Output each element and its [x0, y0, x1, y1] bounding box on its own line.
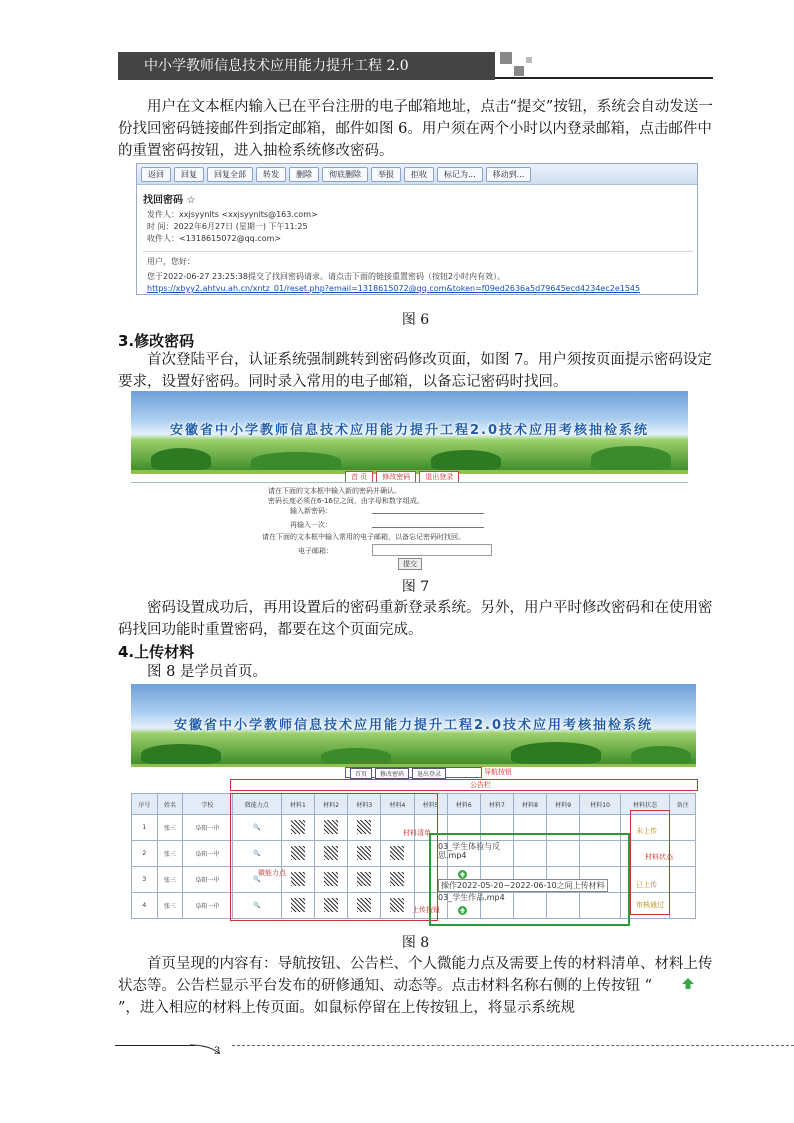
table-header-cell: 材料7 [480, 794, 513, 815]
reset-password-link[interactable]: https://xbyy2.ahtvu.ah.cn/xntz_01/reset.php?email=1318615072@qq.com&token=f09ed2636a5d79645ecd4234ec2e1545 [147, 284, 641, 293]
page-number: 3 [214, 1046, 221, 1057]
table-header-cell: 备注 [670, 794, 696, 815]
table-header-cell: 材料5 [414, 794, 447, 815]
point-annotation: 微能力点 [258, 869, 286, 877]
tooltip-filename: 03_学生体验与反思.mp4 [438, 842, 501, 860]
figure-caption: 图 8 [401, 935, 430, 951]
table-cell-no: 2 [132, 841, 158, 867]
status-text: 未上传 [636, 827, 657, 835]
fig8-nav-button[interactable]: 首页 [350, 768, 372, 779]
fig7-banner [131, 391, 688, 470]
email-toolbar-button[interactable]: 转发 [256, 167, 286, 182]
email-input[interactable] [372, 544, 492, 556]
table-cell-school: 阜阳一中 [183, 815, 232, 841]
table-cell-no: 3 [132, 867, 158, 893]
table-header-cell: 材料3 [348, 794, 381, 815]
fig7-nav-button[interactable]: 首 页 [345, 471, 373, 483]
system-title: 安徽省中小学教师信息技术应用能力提升工程2.0技术应用考核抽检系统 [173, 718, 654, 733]
paragraph: 用户在文本框内输入已在平台注册的电子邮箱地址，点击“提交”按钮，系统会自动发送一份找回密码链接邮件到指定邮箱，邮件如图 6。用户须在两个小时以内登录邮箱，点击邮件中的重置密码按钮，进入抽检系统修改密码。 [118, 99, 713, 159]
status-text: 已上传 [636, 881, 657, 889]
header-deco-square [526, 57, 532, 63]
paragraph: 密码设置成功后，再用设置后的密码重新登录系统。另外，用户平时修改密码和在使用密码找回功能时重置密码，都要在这个页面完成。 [118, 600, 713, 638]
status-text: 审核通过 [636, 901, 664, 909]
email-screenshot [136, 163, 698, 295]
micro-ability-search-icon[interactable]: 🔍 [232, 893, 281, 919]
table-cell-name: 张三 [157, 893, 183, 919]
email-sender: 发件人：xxjsyynlts <xxjsyynlts@163.com> [147, 210, 318, 219]
figure-caption: 图 6 [401, 312, 430, 328]
submit-button[interactable]: 提交 [398, 558, 422, 570]
table-cell-name: 张三 [157, 867, 183, 893]
table-cell-school: 阜阳一中 [183, 893, 232, 919]
email-time: 时 间：2022年6月27日 (星期一) 下午11:25 [147, 222, 308, 231]
notice-line: 密码长度必须在6-16位之间，由字母和数字组成。 [268, 497, 424, 505]
table-cell-no: 4 [132, 893, 158, 919]
email-body: 您于2022-06-27 23:25:38提交了找回密码请求。请点击下面的链接重置密码（按钮2小时内有效）。 [147, 272, 506, 281]
micro-ability-search-icon[interactable]: 🔍 [232, 867, 281, 893]
upload-arrow-icon[interactable] [458, 864, 467, 883]
email-greeting: 用户，您好： [147, 257, 195, 266]
table-cell-material [670, 815, 696, 841]
upload-arrow-icon[interactable] [458, 900, 467, 919]
table-header-cell: 姓名 [157, 794, 183, 815]
section-heading: 4.上传材料 [118, 643, 195, 661]
email-receiver: 收件人：<1318615072@qq.com> [147, 234, 282, 243]
table-header-cell: 材料8 [513, 794, 546, 815]
email-label: 电子邮箱： [298, 547, 333, 555]
paragraph [118, 953, 713, 1019]
nav-annotation: 导航按钮 [484, 768, 512, 776]
table-header-cell: 材料2 [315, 794, 348, 815]
new-password-label: 输入新密码： [290, 507, 332, 515]
fig7-nav-button[interactable]: 修改密码 [376, 471, 416, 483]
paragraph: 图 8 是学员首页。 [147, 664, 267, 680]
paragraph-text: 首页呈现的内容有：导航按钮、公告栏、个人微能力点及需要上传的材料清单、材料上传状态等。公告栏显示平台发布的研修通知、动态等。点击材料名称右侧的上传按钮 “ [118, 956, 713, 994]
email-toolbar-button[interactable]: 删除 [289, 167, 319, 182]
confirm-password-input[interactable] [372, 527, 484, 528]
email-toolbar-button[interactable]: 移动到... [486, 167, 532, 182]
section-heading: 3.修改密码 [118, 332, 195, 350]
material-annotation: 材料清单 [403, 829, 431, 837]
notice-annotation: 公告栏 [470, 781, 491, 789]
table-cell-school: 阜阳一中 [183, 841, 232, 867]
footer-rule [115, 1045, 195, 1046]
table-header-cell: 微能力点 [232, 794, 281, 815]
fig8-nav [350, 768, 446, 779]
table-header-cell: 序号 [132, 794, 158, 815]
table-header-cell: 材料状态 [620, 794, 669, 815]
upload-icon [652, 975, 695, 997]
table-cell-material [670, 893, 696, 919]
table-cell-name: 张三 [157, 815, 183, 841]
table-header-cell: 材料10 [580, 794, 621, 815]
table-cell-no: 1 [132, 815, 158, 841]
email-toolbar [137, 164, 697, 185]
table-header-cell: 材料4 [381, 794, 414, 815]
upload-annotation: 上传按钮 [412, 906, 440, 914]
fig8-banner [131, 684, 696, 764]
system-title: 安徽省中小学教师信息技术应用能力提升工程2.0技术应用考核抽检系统 [169, 423, 650, 438]
fig8-nav-button[interactable]: 退出登录 [412, 768, 446, 779]
email-toolbar-button[interactable]: 举报 [371, 167, 401, 182]
email-toolbar-button[interactable]: 标记为... [437, 167, 483, 182]
fig8-nav-button[interactable]: 修改密码 [375, 768, 409, 779]
email-toolbar-button[interactable]: 返回 [141, 167, 171, 182]
header-rule [495, 77, 713, 79]
email-notice: 请在下面的文本框中输入常用的电子邮箱，以备忘记密码时找回。 [262, 533, 465, 541]
footer-dashed-rule [232, 1045, 794, 1046]
figure-caption: 图 7 [401, 579, 430, 595]
fig7-nav-button[interactable]: 退出登录 [419, 471, 459, 483]
table-header-cell: 学校 [183, 794, 232, 815]
email-toolbar-button[interactable]: 拒收 [404, 167, 434, 182]
email-toolbar-button[interactable]: 回复全部 [207, 167, 253, 182]
notice-line: 请在下面的文本框中输入新的密码并确认。 [268, 487, 401, 495]
tooltip-filename: 03_学生作品.mp4 [438, 893, 505, 902]
notice-board [230, 779, 698, 791]
running-header: 中小学教师信息技术应用能力提升工程 2.0 [118, 52, 495, 80]
table-cell-material [670, 841, 696, 867]
table-cell-name: 张三 [157, 841, 183, 867]
table-header-cell: 材料6 [447, 794, 480, 815]
email-toolbar-button[interactable]: 彻底删除 [322, 167, 368, 182]
table-header-cell: 材料9 [547, 794, 580, 815]
table-cell-school: 阜阳一中 [183, 867, 232, 893]
table-cell-material [670, 867, 696, 893]
email-subject: 找回密码 ☆ [143, 195, 196, 206]
paragraph: 首次登陆平台，认证系统强制跳转到密码修改页面，如图 7。用户须按页面提示密码设定要求，设置好密码。同时录入常用的电子邮箱，以备忘记密码时找回。 [118, 352, 712, 390]
status-annotation: 材料状态 [645, 853, 673, 861]
micro-ability-search-icon[interactable]: 🔍 [232, 815, 281, 841]
footer-curve [190, 1040, 230, 1054]
password-notice [268, 486, 558, 506]
paragraph-text: ”，进入相应的材料上传页面。如鼠标停留在上传按钮上，将显示系统规 [118, 1000, 575, 1016]
tooltip-time-range: 操作2022-05-20~2022-06-10之间上传材料 [438, 879, 608, 892]
micro-ability-search-icon[interactable]: 🔍 [232, 841, 281, 867]
email-toolbar-button[interactable]: 回复 [174, 167, 204, 182]
table-header-cell: 材料1 [281, 794, 314, 815]
header-deco-square [500, 52, 512, 64]
header-deco-square [514, 66, 524, 76]
material-list-box [230, 793, 438, 921]
confirm-password-label: 再输入一次： [290, 521, 332, 529]
new-password-input[interactable] [372, 513, 484, 514]
